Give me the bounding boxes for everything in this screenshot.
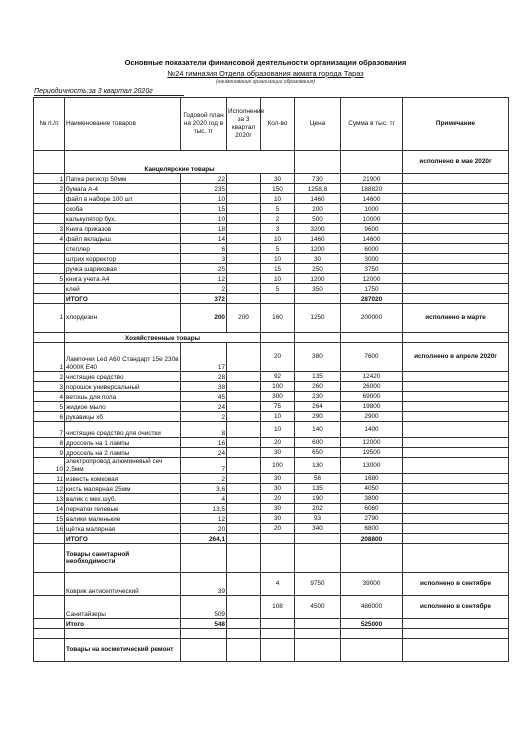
table-row: 2 бумага А-4 235 150 1258,8 188820: [34, 184, 509, 194]
table-row-chlor: 1 хлордезин 200 200 160 1250 200000 исполнено в марте: [34, 304, 509, 333]
col-header-num: № п./п: [34, 98, 65, 151]
report-title: Основные показатели финансовой деятельности организации образования: [124, 58, 407, 67]
table-row: 15 валики маленькие 12 30 93 2790: [34, 514, 509, 524]
table-row: степлер 6 5 1200 6000: [34, 244, 509, 254]
section-row-household: [34, 333, 509, 343]
sanitary-total-sum: 525000: [341, 619, 403, 629]
organization-name: [0, 69, 531, 78]
table-row: 7 чистящие средство для очистки 8 10 140 1400: [34, 422, 509, 438]
table-row: 5 книга учета А4 12 10 1200 12000: [34, 274, 509, 284]
office-total-row: [34, 294, 509, 304]
table-row: 4 файл вкладыш 14 10 1460 14600: [34, 234, 509, 244]
table-row: 2 чистящие средство 28 92 135 12420: [34, 372, 509, 382]
col-header-qty: Кол-во: [261, 98, 295, 151]
household-note: исполнено в апреле 2020г: [403, 343, 509, 372]
col-header-name: Наименование товаров: [65, 98, 181, 151]
table-row: 6 рукавицы хб 2 10 290 2900: [34, 412, 509, 422]
col-header-sum: Сумма в тыс. тг: [341, 98, 403, 151]
household-total-row: [34, 534, 509, 544]
table-row: 3 Книга приказов 18 3 3200 9600: [34, 224, 509, 234]
office-rows: [34, 174, 509, 294]
office-total-sum: 287020: [341, 294, 403, 304]
table-row: 14 перчатки гелевые 13,5 30 202 6060: [34, 504, 509, 514]
table-row: скоба 15 5 200 1000: [34, 204, 509, 214]
col-header-fact: Исполнение за 3 квартал 2020г: [227, 98, 261, 151]
periodicity: Периодичность:за 3 квартал 2020г: [34, 88, 184, 96]
table-row: файл в наборе 100 шт 10 10 1460 14600: [34, 194, 509, 204]
table-row: 16 щётка малярная 20 20 340 6800: [34, 524, 509, 534]
table-row: 4 ветошь для пола 45 300 230 69000: [34, 392, 509, 402]
table-row: 12 кисть малярная 25мм 3,6 30 135 4050: [34, 484, 509, 494]
household-total-sum: 208800: [341, 534, 403, 544]
table-row: 8 дроссель на 1 лампы 16 20 600 12000: [34, 438, 509, 448]
table-row: Коврик антисептический 39 4 9750 39000 исполнено в сентябре: [34, 573, 509, 596]
household-total-plan: 264,1: [181, 534, 227, 544]
table-row: ручка шариковая 25 15 250 3750: [34, 264, 509, 274]
section-title-household: Хозяйственные товары: [65, 333, 261, 343]
section-row-cosmetic: [34, 639, 509, 662]
section-title-cosmetic: Товары на косметический ремонт: [65, 639, 181, 662]
table-row: 5 жидкое мыло 24 75 264 19800: [34, 402, 509, 412]
col-header-note: Примечание: [403, 98, 509, 151]
office-total-label: ИТОГО: [65, 294, 181, 304]
table-row: 10 электропровод алюминевый сеч 2,5мм 7 100 130 13000: [34, 458, 509, 474]
table-row: клей 2 5 350 1750: [34, 284, 509, 294]
section-title-office: Канцелярские товары: [65, 151, 295, 174]
office-total-plan: 372: [181, 294, 227, 304]
table-row: 13 валик с мех.шуб. 4 20 190 3800: [34, 494, 509, 504]
table-row: 9 дроссель на 2 лампы 24 30 650 19500: [34, 448, 509, 458]
table-header-row: [34, 98, 509, 151]
table-row: калькулятор бух. 10 2 500 10000: [34, 214, 509, 224]
household-rows: [34, 333, 509, 534]
table-row: Санитайзеры 509 108 4500 486000 исполнено в сентябре: [34, 596, 509, 619]
table-row: 3 порошок универсальный 38 100 260 26000: [34, 382, 509, 392]
financial-table: [33, 97, 509, 662]
sanitary-total-row: [34, 619, 509, 629]
col-header-plan: Годовой план на 2020 год в тыс. тг: [181, 98, 227, 151]
sanitary-total-label: Итого: [65, 619, 181, 629]
table-row: штрих корректор 3 10 30 3000: [34, 254, 509, 264]
col-header-price: Цена: [295, 98, 341, 151]
table-row: 11 известь комковая 2 30 56 1680: [34, 474, 509, 484]
section-row-office: [34, 151, 509, 174]
office-note: исполнено в мае 2020г: [403, 151, 509, 174]
table-row: 1 Папка регистр 50мм 22 30 730 21900: [34, 174, 509, 184]
organization-name-text: №24 гимназия Отдела образования акмата города Тараз: [167, 69, 364, 78]
table-row: 1 Лампочки Led А60 Стандарт 15е 230в 4000К Е40 17 20 380 7600 исполнено в апреле 2020г: [34, 343, 509, 372]
household-total-label: ИТОГО: [65, 534, 181, 544]
sanitary-total-plan: 548: [181, 619, 227, 629]
organization-caption: (наименование организации образования): [215, 79, 316, 85]
section-title-sanitary: Товары санитарной необходимости: [65, 544, 181, 573]
sanitary-rows: [34, 573, 509, 619]
section-row-sanitary: [34, 544, 509, 573]
